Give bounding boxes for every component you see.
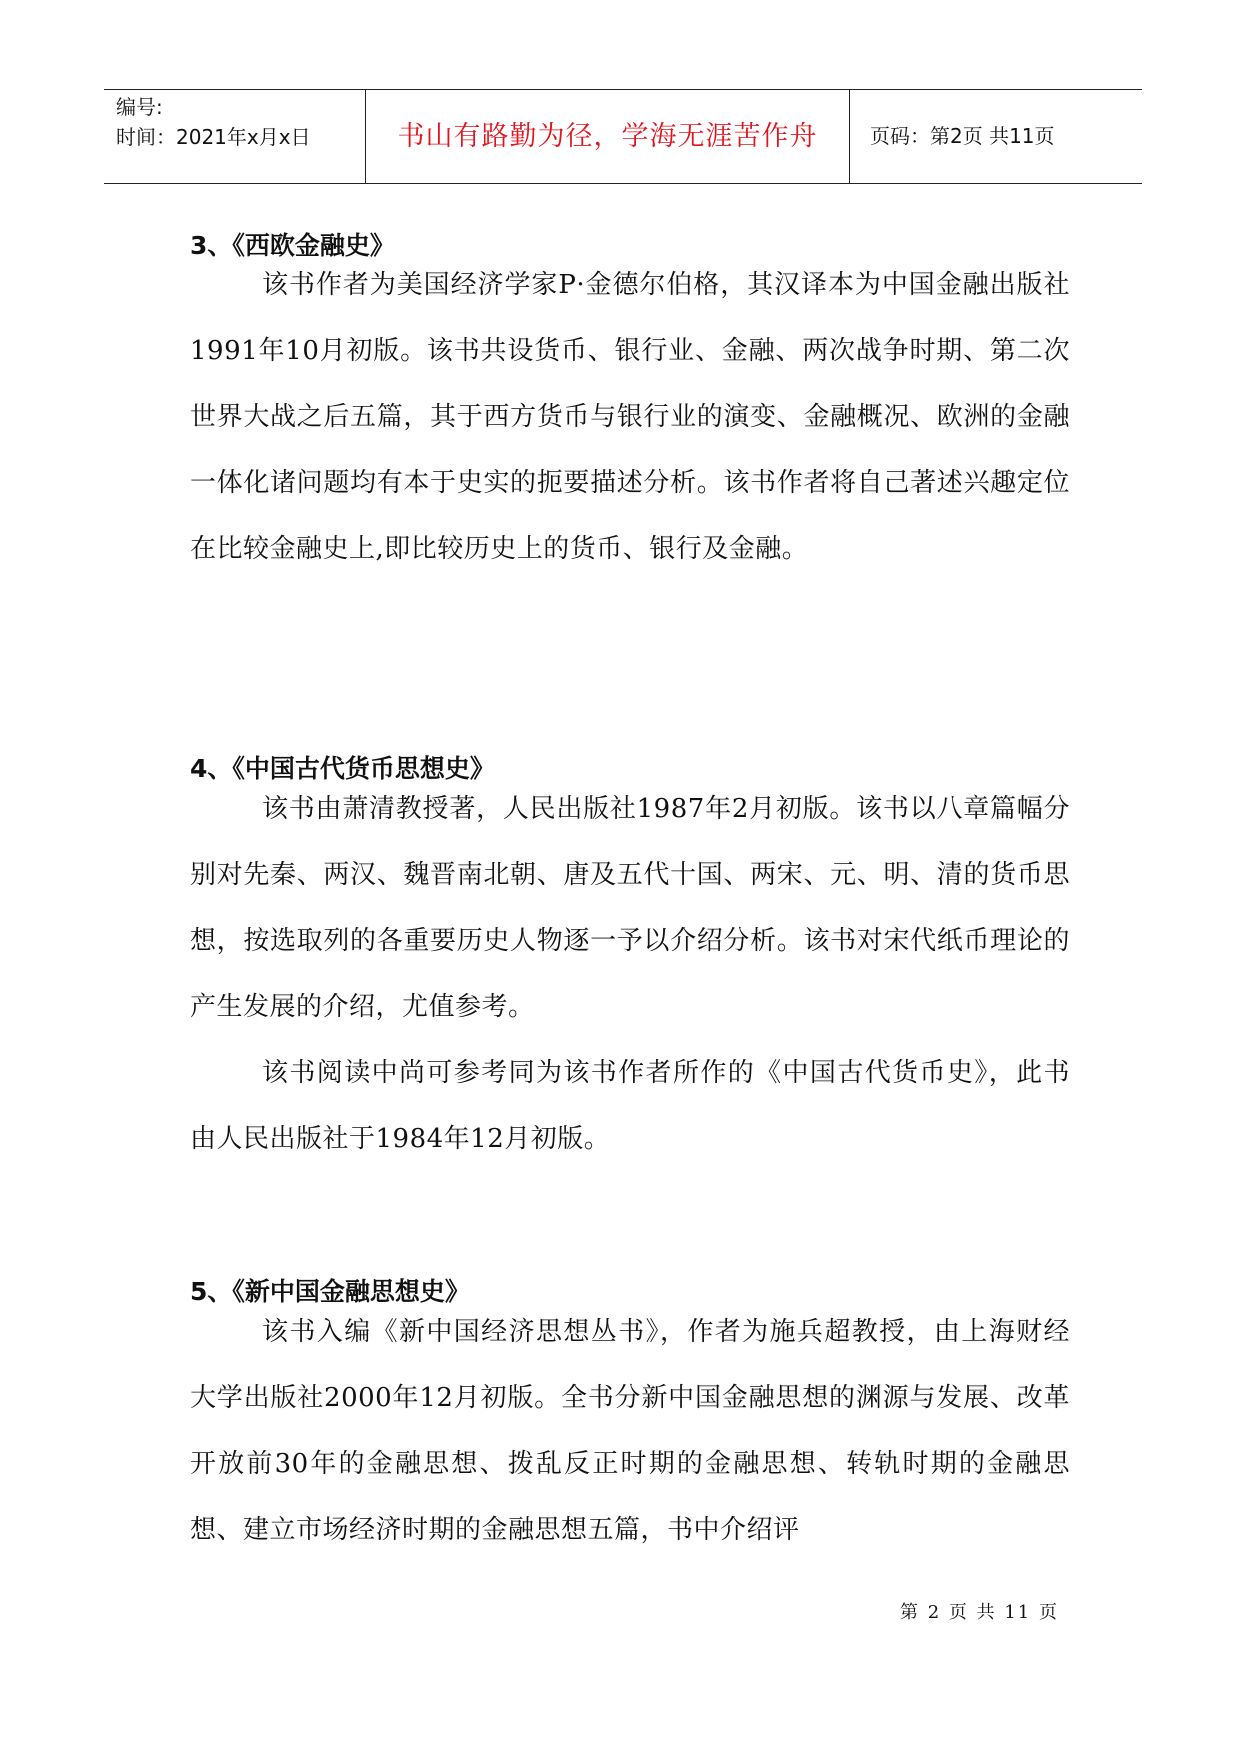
section-paragraph: 该书作者为美国经济学家P·金德尔伯格，其汉译本为中国金融出版社1991年10月初版。该书共设货币、银行业、金融、两次战争时期、第二次世界大战之后五篇，其于西方货币与银行业的演变、金融概况、欧洲的金融一体化诸问题均有本于史实的扼要描述分析。该书作者将自己著述兴趣定位在比较金融史上,即比较历史上的货币、银行及金融。 <box>190 270 1070 564</box>
section-title: 3、《西欧金融史》 <box>190 231 395 260</box>
section-title: 5、《新中国金融思想史》 <box>190 1277 470 1306</box>
header-meta <box>104 90 366 183</box>
header-motto: 书山有路勤为径，学海无涯苦作舟 <box>397 121 818 152</box>
section-paragraph: 该书由萧清教授著，人民出版社1987年2月初版。该书以八章篇幅分别对先秦、两汉、魏晋南北朝、唐及五代十国、两宋、元、明、清的货币思想，按选取列的各重要历史人物逐一予以介绍分析。该书对宋代纸币理论的产生发展的介绍，尤值参考。 <box>190 794 1070 1022</box>
page-header <box>104 89 1142 184</box>
page-footer: 第 2 页 共 11 页 <box>900 1602 1059 1623</box>
document-time-label: 时间：2021年x月x日 <box>116 125 311 149</box>
header-page-info-cell <box>850 90 1142 183</box>
section-paragraph: 该书阅读中尚可参考同为该书作者所作的《中国古代货币史》，此书由人民出版社于1984年12月初版。 <box>190 1058 1070 1154</box>
header-motto-cell <box>366 90 850 183</box>
section-paragraph: 该书入编《新中国经济思想丛书》，作者为施兵超教授，由上海财经大学出版社2000年12月初版。全书分新中国金融思想的渊源与发展、改革开放前30年的金融思想、拨乱反正时期的金融思想、转轨时期的金融思想、建立市场经济时期的金融思想五篇，书中介绍评 <box>190 1317 1070 1545</box>
header-page-info: 页码：第2页 共11页 <box>870 124 1055 148</box>
section-title: 4、《中国古代货币思想史》 <box>190 754 495 783</box>
document-number-label: 编号: <box>116 95 163 119</box>
